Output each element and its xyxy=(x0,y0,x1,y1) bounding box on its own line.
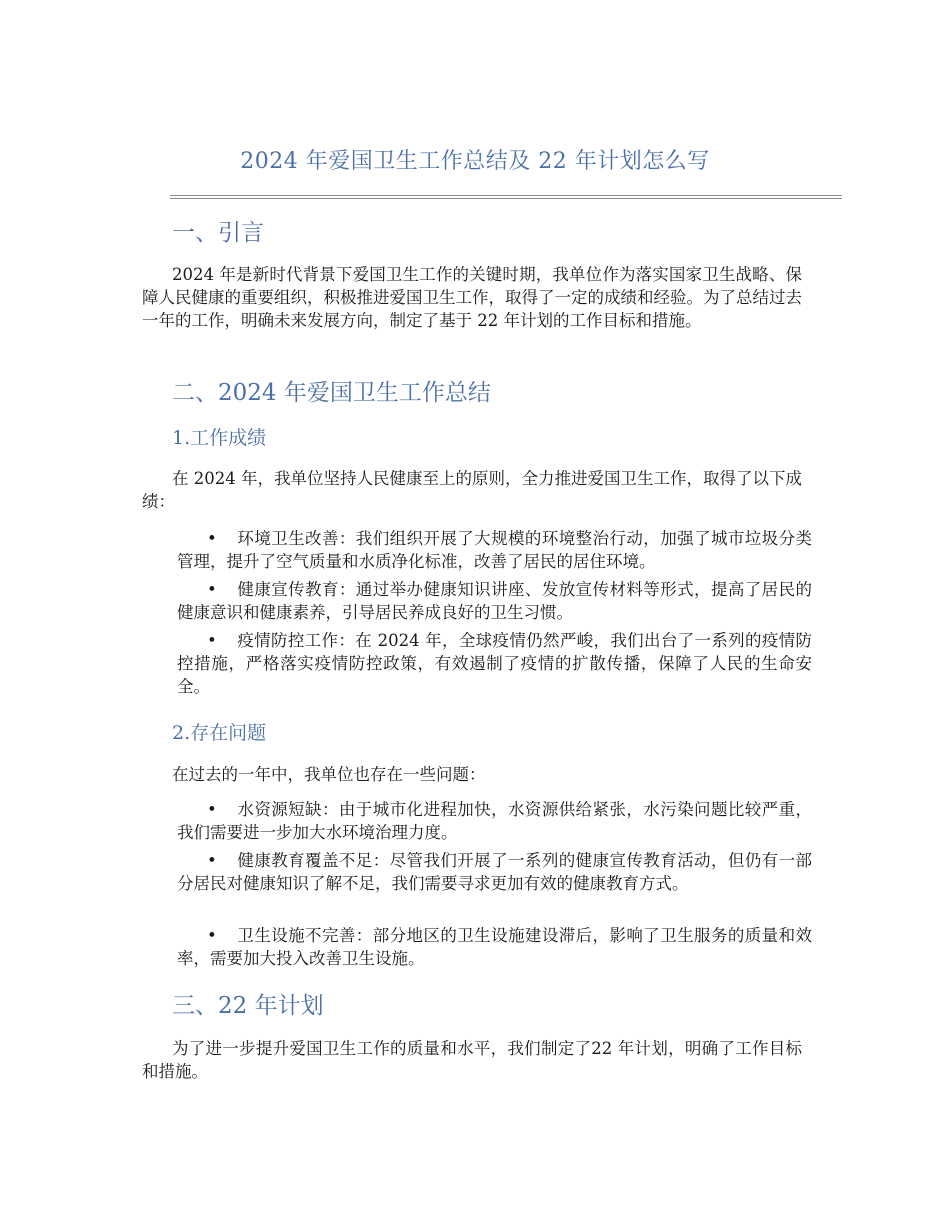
plan-paragraph: 为了进一步提升爱国卫生工作的质量和水平，我们制定了22 年计划，明确了工作目标和措施。 xyxy=(142,1039,802,1081)
subsection-heading-problems: 2.存在问题 xyxy=(172,722,267,744)
bullet-icon: • xyxy=(207,800,217,819)
bullet-icon: • xyxy=(207,580,217,599)
list-item xyxy=(177,924,812,970)
bullet-icon: • xyxy=(207,631,217,650)
title-divider xyxy=(170,195,842,199)
achievements-paragraph: 在 2024 年，我单位坚持人民健康至上的原则，全力推进爱国卫生工作，取得了以下成绩： xyxy=(142,469,802,511)
list-item-text: 健康教育覆盖不足：尽管我们开展了一系列的健康宣传教育活动，但仍有一部分居民对健康知识了解不足，我们需要寻求更加有效的健康教育方式。 xyxy=(177,851,812,893)
document-title: 2024 年爱国卫生工作总结及 22 年计划怎么写 xyxy=(240,149,710,174)
list-item-text: 水资源短缺：由于城市化进程加快，水资源供给紧张，水污染问题比较严重，我们需要进一步加大水环境治理力度。 xyxy=(177,800,812,842)
section-heading-summary: 二、2024 年爱国卫生工作总结 xyxy=(172,380,491,406)
list-item-text: 卫生设施不完善：部分地区的卫生设施建设滞后，影响了卫生服务的质量和效率，需要加大投入改善卫生设施。 xyxy=(177,926,812,968)
section-heading-intro: 一、引言 xyxy=(172,220,264,246)
problems-paragraph: 在过去的一年中，我单位也存在一些问题： xyxy=(172,765,486,784)
subsection-heading-achievements: 1.工作成绩 xyxy=(172,427,267,449)
intro-paragraph: 2024 年是新时代背景下爱国卫生工作的关键时期，我单位作为落实国家卫生战略、保障人民健康的重要组织，积极推进爱国卫生工作，取得了一定的成绩和经验。为了总结过去一年的工作，明确未来发展方向，制定了基于 22 年计划的工作目标和措施。 xyxy=(142,265,802,330)
bullet-icon: • xyxy=(207,529,217,548)
bullet-icon: • xyxy=(207,851,217,870)
list-item-text: 环境卫生改善：我们组织开展了大规模的环境整治行动，加强了城市垃圾分类管理，提升了空气质量和水质净化标准，改善了居民的居住环境。 xyxy=(177,529,812,571)
section-heading-plan: 三、22 年计划 xyxy=(172,993,324,1019)
list-item xyxy=(177,629,812,698)
list-item xyxy=(177,578,812,624)
bullet-icon: • xyxy=(207,926,217,945)
list-item-text: 健康宣传教育：通过举办健康知识讲座、发放宣传材料等形式，提高了居民的健康意识和健康素养，引导居民养成良好的卫生习惯。 xyxy=(177,580,812,622)
list-item-text: 疫情防控工作：在 2024 年，全球疫情仍然严峻，我们出台了一系列的疫情防控措施，严格落实疫情防控政策，有效遏制了疫情的扩散传播，保障了人民的生命安全。 xyxy=(177,631,812,696)
list-item xyxy=(177,527,812,573)
list-item xyxy=(177,798,812,844)
list-item xyxy=(177,849,812,895)
